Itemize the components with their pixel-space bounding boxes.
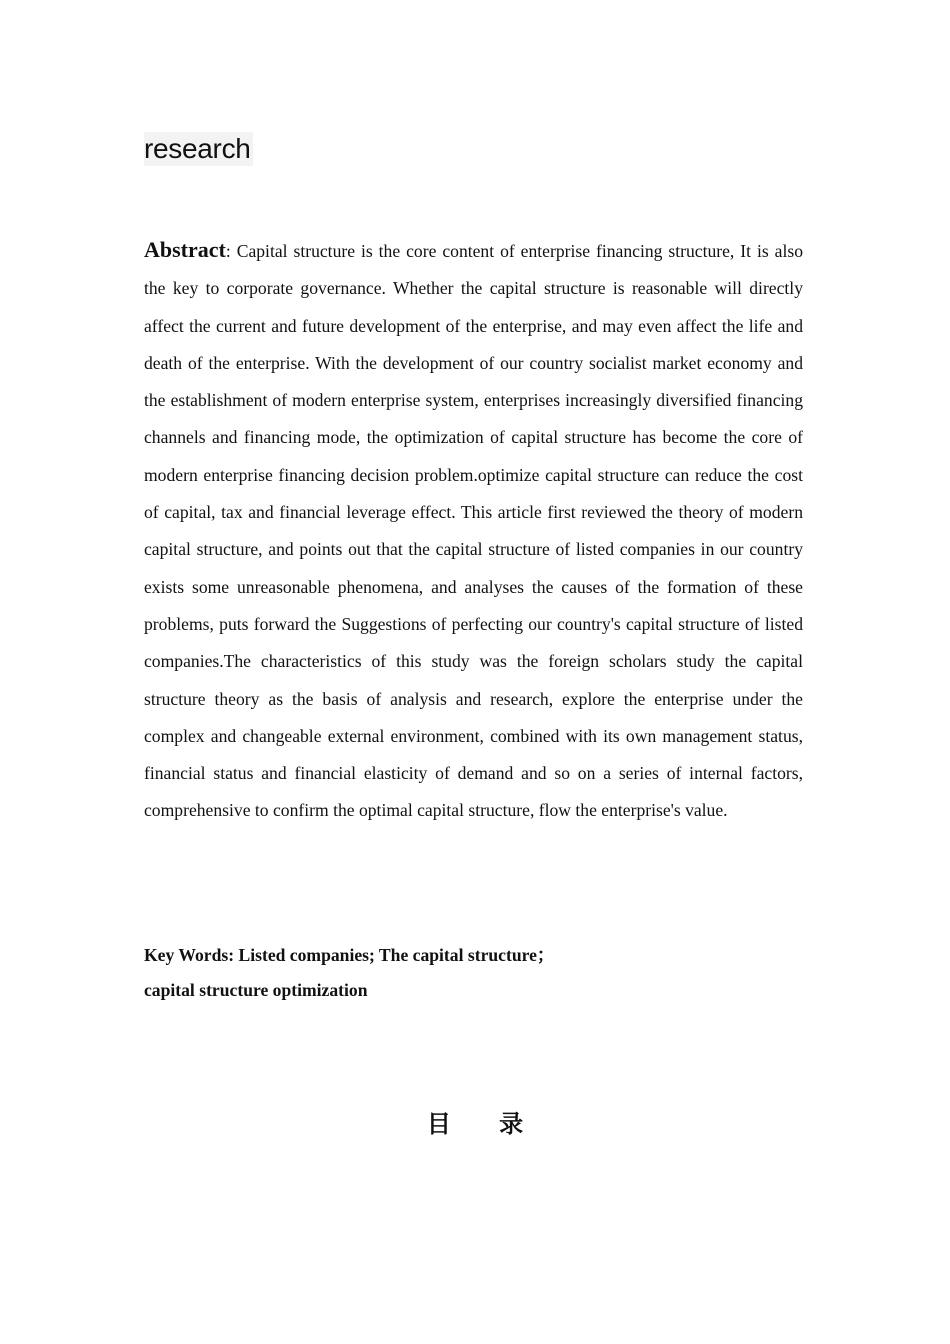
keywords-block bbox=[144, 938, 644, 1008]
abstract-text: Capital structure is the core content of enterprise financing structure, It is also the key to corporate governance. Whether the capital structure is reasonable will directly affect the current and future development of the enterprise, and may even affect the life and death of the enterprise. With the development of our country socialist market economy and the establishment of modern enterprise system, enterprises increasingly diversified financing channels and financing mode, the optimization of capital structure has become the core of modern enterprise financing decision problem.optimize capital structure can reduce the cost of capital, tax and financial leverage effect. This article first reviewed the theory of modern capital structure, and points out that the capital structure of listed companies in our country exists some unreasonable phenomena, and analyses the causes of the formation of these problems, puts forward the Suggestions of perfecting our country's capital structure of listed companies.The characteristics of this study was the foreign scholars study the capital structure theory as the basis of analysis and research, explore the enterprise under the complex and changeable external environment, combined with its own management status, financial status and financial elasticity of demand and so on a series of internal factors, comprehensive to confirm the optimal capital structure, flow the enterprise's value. bbox=[144, 241, 803, 821]
abstract-label: Abstract bbox=[144, 237, 226, 262]
table-of-contents-heading: 目 录 bbox=[426, 1110, 544, 1138]
title-fragment: research bbox=[144, 133, 251, 164]
abstract-paragraph bbox=[144, 231, 803, 830]
keywords-line-2: capital structure optimization bbox=[144, 980, 368, 1000]
keywords-line-1: Key Words: Listed companies; The capital structure； bbox=[144, 945, 555, 965]
abstract-separator: : bbox=[225, 241, 237, 261]
